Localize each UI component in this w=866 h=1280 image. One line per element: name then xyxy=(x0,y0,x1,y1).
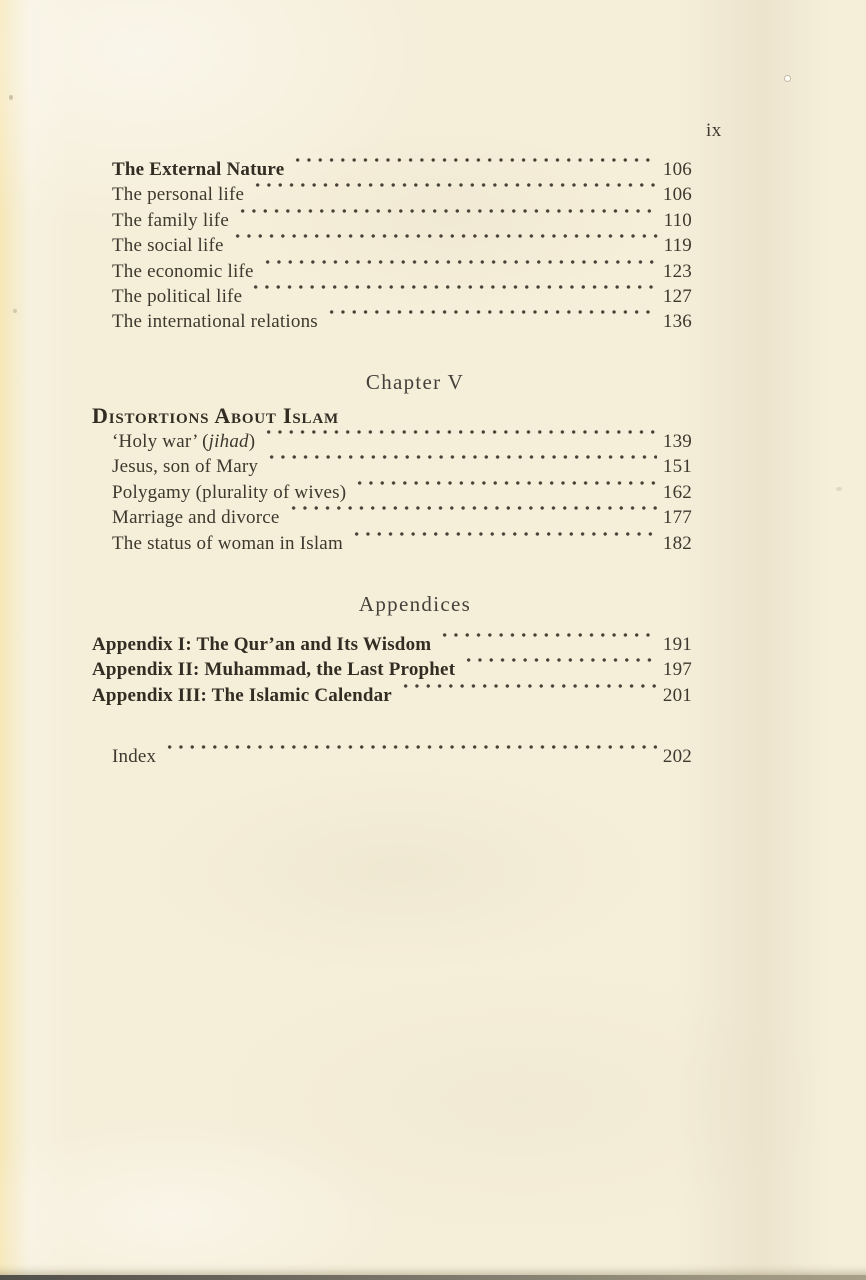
toc-entry-label: Marriage and divorce xyxy=(112,507,280,529)
toc-entry-page-number: 201 xyxy=(662,684,692,706)
dot-leader xyxy=(164,744,657,769)
paper-speck xyxy=(13,309,17,313)
paper-speck xyxy=(836,487,842,491)
toc-entry-label: The political life xyxy=(112,285,243,307)
toc-block-appendices xyxy=(92,632,692,708)
dot-leader xyxy=(288,505,657,530)
toc-entry-row xyxy=(112,157,692,182)
toc-entry-label-pre: ‘Holy war’ ( xyxy=(112,431,209,452)
toc-entry-label-italic: jihad xyxy=(208,431,249,452)
dot-leader xyxy=(263,429,657,454)
paper-speck xyxy=(785,76,790,81)
dot-leader xyxy=(262,259,657,284)
toc-entry-label xyxy=(112,429,255,454)
toc-entry-row xyxy=(112,309,692,334)
toc-entry-page-number: 202 xyxy=(662,746,692,767)
toc-entry-page-number: 139 xyxy=(662,431,692,452)
toc-entry-page-number: 162 xyxy=(662,481,692,503)
toc-entry-label: Appendix II: Muhammad, the Last Prophet xyxy=(92,659,456,681)
toc-entry-page-number: 197 xyxy=(662,659,692,681)
toc-entry-page-number: 151 xyxy=(662,456,692,478)
toc-entry-label: The family life xyxy=(112,209,229,231)
toc-entry-label: Appendix I: The Qur’an and Its Wisdom xyxy=(92,634,432,655)
toc-entry-label: The status of woman in Islam xyxy=(112,532,343,554)
toc-entry-page-number: 191 xyxy=(662,634,692,655)
toc-entry-page-number: 177 xyxy=(662,507,692,529)
toc-entry-page-number: 127 xyxy=(662,285,692,307)
dot-leader xyxy=(326,309,657,334)
toc-entry-label: The international relations xyxy=(112,311,318,333)
toc-entry-label: The economic life xyxy=(112,260,254,282)
paper-speck xyxy=(9,95,13,100)
chapter-section-title: Distortions About Islam xyxy=(92,403,339,428)
toc-block-chapter4 xyxy=(112,157,692,335)
chapter-heading: Chapter V xyxy=(365,370,465,394)
toc-entry-label: Jesus, son of Mary xyxy=(112,456,259,478)
toc-entry-row xyxy=(112,480,692,505)
page-folio: ix xyxy=(706,120,722,141)
toc-entry-page-number: 123 xyxy=(662,260,692,282)
toc-entry-label: The External Nature xyxy=(112,159,285,180)
toc-entry-row xyxy=(112,208,692,233)
dot-leader xyxy=(400,683,657,708)
toc-entry-row xyxy=(112,454,692,479)
toc-entry-label-post: ) xyxy=(248,431,256,452)
appendices-heading: Appendices xyxy=(358,592,472,616)
toc-block-chapter5 xyxy=(112,429,692,556)
toc-entry-page-number: 182 xyxy=(662,532,692,554)
dot-leader xyxy=(292,157,657,182)
toc-entry-page-number: 119 xyxy=(663,235,692,257)
toc-entry-row xyxy=(112,182,692,207)
dot-leader xyxy=(439,632,657,657)
toc-entry-row xyxy=(112,505,692,530)
dot-leader xyxy=(463,657,657,682)
dot-leader xyxy=(252,182,657,207)
toc-entry-label: The personal life xyxy=(112,184,245,206)
dot-leader xyxy=(250,284,657,309)
toc-entry-row xyxy=(112,259,692,284)
toc-entry-label: Appendix III: The Islamic Calendar xyxy=(92,684,392,706)
toc-entry-label: The social life xyxy=(112,235,224,257)
toc-entry-row xyxy=(92,657,692,682)
dot-leader xyxy=(354,480,657,505)
toc-block-index xyxy=(112,744,692,769)
dot-leader xyxy=(237,208,658,233)
toc-entry-row xyxy=(112,233,692,258)
toc-entry-page-number: 136 xyxy=(662,311,692,333)
dot-leader xyxy=(351,531,657,556)
index-row xyxy=(112,744,692,769)
toc-entry-row xyxy=(92,683,692,708)
toc-entry-page-number: 106 xyxy=(662,184,692,206)
scan-bottom-edge xyxy=(0,1275,866,1280)
toc-entry-row xyxy=(112,531,692,556)
scan-bottom-shadow xyxy=(0,1264,866,1275)
toc-entry-row xyxy=(112,284,692,309)
dot-leader xyxy=(266,454,657,479)
toc-entry-row xyxy=(112,429,692,454)
toc-entry-page-number: 106 xyxy=(662,159,692,180)
dot-leader xyxy=(232,233,658,258)
toc-entry-page-number: 110 xyxy=(663,209,692,231)
toc-entry-label: Polygamy (plurality of wives) xyxy=(112,481,347,503)
toc-entry-row xyxy=(92,632,692,657)
toc-entry-label: Index xyxy=(112,746,157,767)
